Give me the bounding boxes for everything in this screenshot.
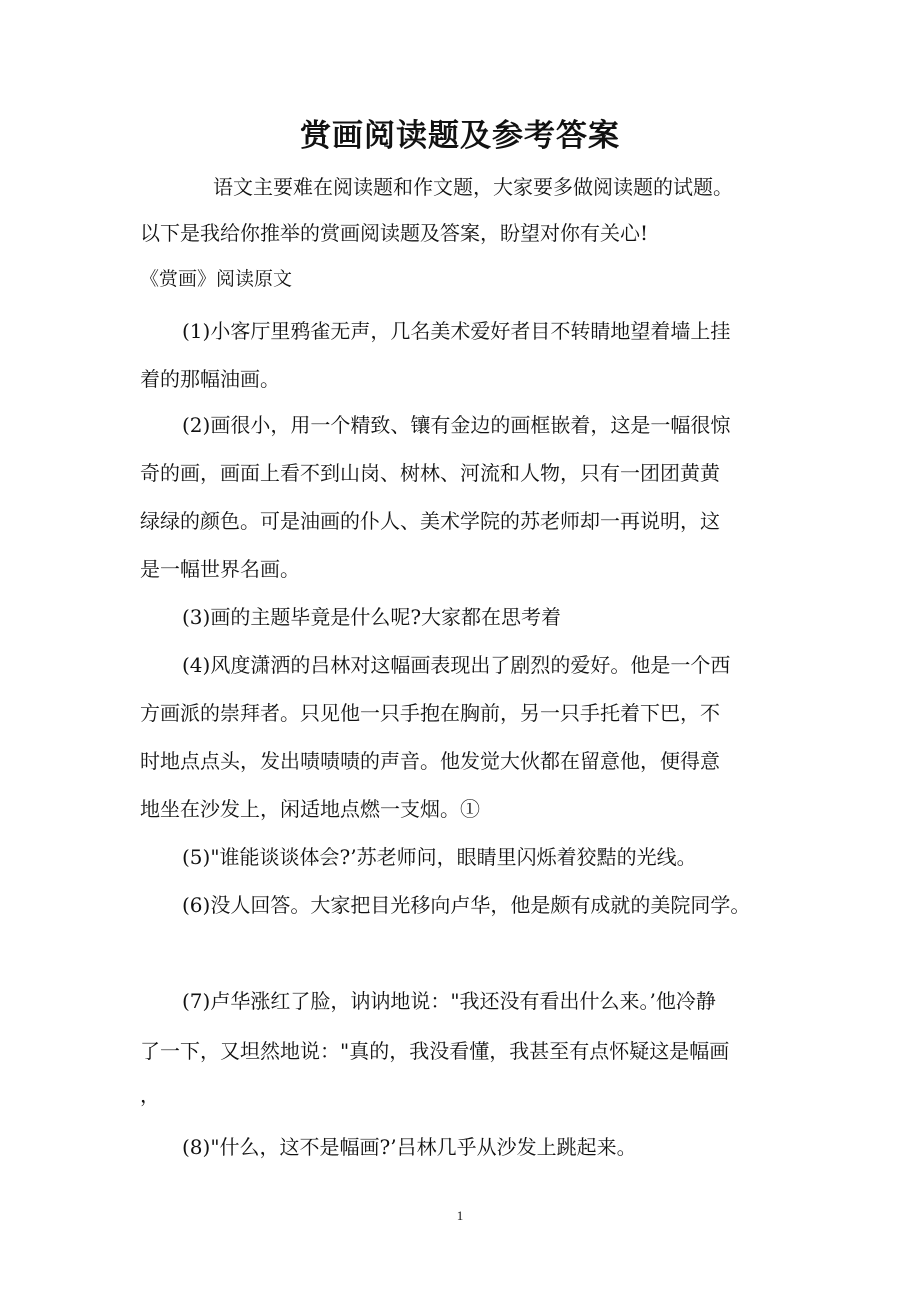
- paragraph-1-line-1: (1)小客厅里鸦雀无声，几名美术爱好者目不转睛地望着墙上挂: [182, 319, 731, 343]
- document-title: 赏画阅读题及参考答案: [300, 118, 620, 154]
- intro-line-2: 以下是我给你推举的赏画阅读题及答案，盼望对你有关心!: [140, 221, 649, 245]
- paragraph-2-line-3: 绿绿的颜色。可是油画的仆人、美术学院的苏老师却一再说明，这: [140, 509, 720, 533]
- paragraph-7-line-2: 了一下，又坦然地说："真的，我没看懂，我甚至有点怀疑这是幅画: [140, 1039, 730, 1063]
- section-heading: 《赏画》阅读原文: [140, 268, 293, 290]
- paragraph-2-line-4: 是一幅世界名画。: [140, 557, 300, 581]
- paragraph-2-line-1: (2)画很小，用一个精致、镶有金边的画框嵌着，这是一幅很惊: [182, 413, 731, 437]
- page-number: 1: [456, 1208, 464, 1223]
- paragraph-4-line-4: 地坐在沙发上，闲适地点燃一支烟。①: [140, 797, 480, 821]
- paragraph-7-line-3: ，: [140, 1083, 160, 1107]
- paragraph-3-line-1: (3)画的主题毕竟是什么呢?大家都在思考着: [182, 605, 562, 629]
- paragraph-4-line-3: 时地点点头，发出啧啧啧的声音。他发觉大伙都在留意他，便得意: [140, 749, 720, 773]
- paragraph-2-line-2: 奇的画，画面上看不到山岗、树林、河流和人物，只有一团团黄黄: [140, 461, 720, 485]
- paragraph-8-line-1: (8)"什么，这不是幅画?’吕林几乎从沙发上跳起来。: [182, 1135, 637, 1159]
- paragraph-4-line-1: (4)风度潇洒的吕林对这幅画表现出了剧烈的爱好。他是一个西: [182, 653, 731, 677]
- paragraph-4-line-2: 方画派的崇拜者。只见他一只手抱在胸前，另一只手托着下巴，不: [140, 701, 720, 725]
- paragraph-7-line-1: (7)卢华涨红了脸，讷讷地说："我还没有看出什么来。’他冷静: [182, 989, 716, 1013]
- intro-line-1: 语文主要难在阅读题和作文题，大家要多做阅读题的试题。: [213, 175, 733, 199]
- paragraph-6-line-1: (6)没人回答。大家把目光移向卢华，他是颇有成就的美院同学。: [182, 893, 751, 917]
- paragraph-5-line-1: (5)"谁能谈谈体会?’苏老师问，眼睛里闪烁着狡黠的光线。: [182, 845, 697, 869]
- paragraph-1-line-2: 着的那幅油画。: [140, 367, 280, 391]
